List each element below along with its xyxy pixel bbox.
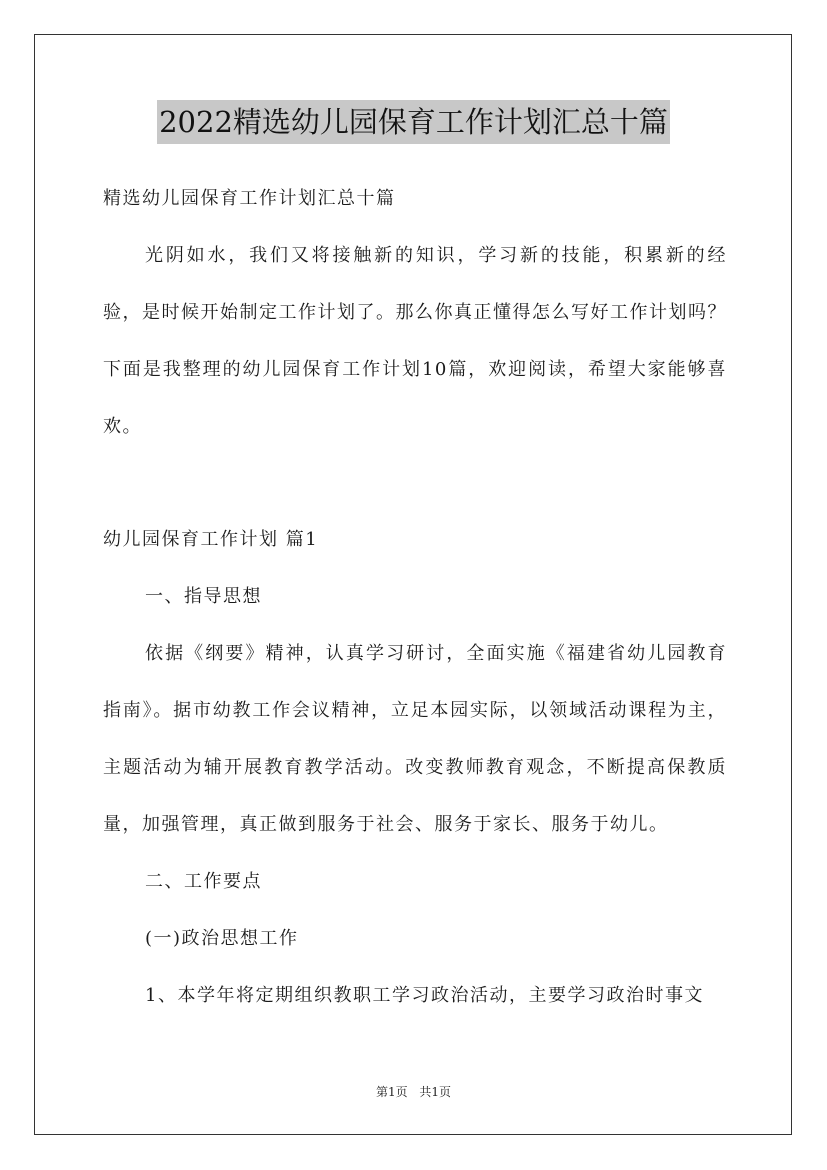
title-container bbox=[0, 100, 827, 144]
document-body bbox=[103, 170, 727, 1024]
page-total: 共1页 bbox=[419, 1085, 452, 1099]
part1-paragraph: 依据《纲要》精神，认真学习研讨，全面实施《福建省幼儿园教育指南》。据市幼教工作会议精神，立足本园实际，以领域活动课程为主，主题活动为辅开展教育教学活动。改变教师教育观念，不断提高保教质量，加强管理，真正做到服务于社会、服务于家长、服务于幼儿。 bbox=[103, 643, 727, 835]
document-title: 2022精选幼儿园保育工作计划汇总十篇 bbox=[157, 100, 670, 144]
section-spacer bbox=[103, 455, 727, 511]
document-subtitle: 精选幼儿园保育工作计划汇总十篇 bbox=[103, 188, 396, 209]
part1-heading: 一、指导思想 bbox=[145, 586, 262, 607]
section-heading: 幼儿园保育工作计划 篇1 bbox=[103, 529, 319, 550]
part2-heading: 二、工作要点 bbox=[145, 871, 262, 892]
sub1-heading: (一)政治思想工作 bbox=[145, 928, 299, 949]
intro-paragraph: 光阴如水，我们又将接触新的知识，学习新的技能，积累新的经验，是时候开始制定工作计划了。那么你真正懂得怎么写好工作计划吗？下面是我整理的幼儿园保育工作计划10篇，欢迎阅读，希望大家能够喜欢。 bbox=[103, 245, 727, 437]
page-number: 第1页 bbox=[375, 1085, 408, 1099]
item1-paragraph: 1、本学年将定期组织教职工学习政治活动，主要学习政治时事文 bbox=[145, 985, 704, 1006]
page-footer bbox=[0, 1083, 827, 1100]
